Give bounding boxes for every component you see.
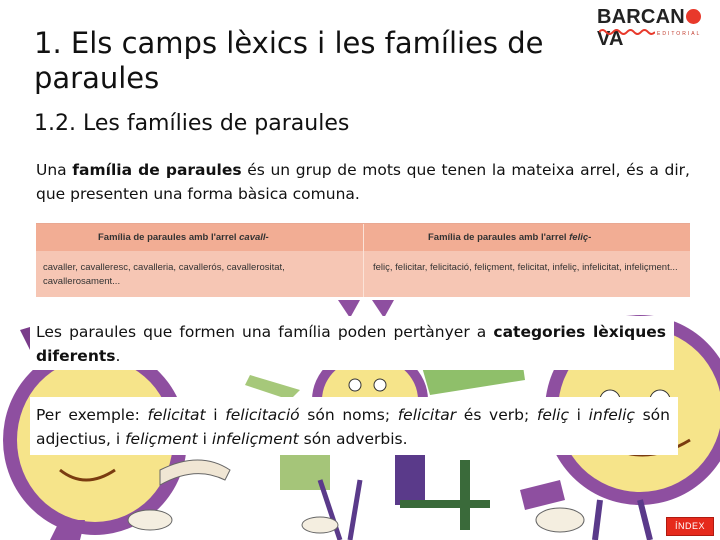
section-subtitle: 1.2. Les famílies de paraules [34,111,350,136]
logo-wordmark: BARCANVA [597,6,715,50]
definition-paragraph: Una família de paraules és un grup de mots que tenen la mateixa arrel, és a dir, que presenten una forma bàsica comuna. [36,161,690,203]
word-family-table [36,223,690,297]
examples-paragraph: Per exemple: felicitat i felicitació són noms; felicitar és verb; feliç i infeliç són adjectius, i feliçment i infeliçment són adverbis. [36,406,670,448]
table-cell-felic-words: feliç, felicitar, felicitació, feliçment, felicitat, infeliç, infelicitat, infeliçment... [373,262,678,273]
categories-term: categories lèxiques diferents [36,323,666,365]
index-button[interactable]: ÍNDEX [666,517,714,536]
definition-term: família de paraules [72,161,242,179]
page-title: 1. Els camps lèxics i les famílies de paraules [34,26,544,95]
table-header-cavall: Família de paraules amb l'arrel cavall- [98,232,269,243]
table-column-divider [363,224,364,297]
logo-subtext: EDITORIAL [657,31,702,37]
barcanova-logo [597,6,715,50]
categories-paragraph: Les paraules que formen una família poden pertànyer a categories lèxiques diferents. [36,323,666,365]
table-cell-cavall-words: cavaller, cavalleresc, cavalleria, cavallerós, cavallerositat, cavallerosament... [43,262,285,287]
table-header-felic: Família de paraules amb l'arrel feliç- [428,232,592,243]
logo-wave-graphic [599,28,655,36]
logo-o-dot [686,9,701,24]
